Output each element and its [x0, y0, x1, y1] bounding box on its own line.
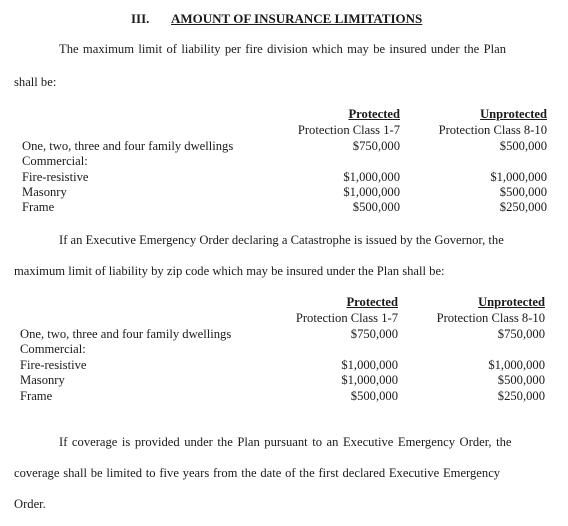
table1-row-label: Frame	[22, 200, 55, 214]
section-number: III.	[131, 11, 150, 26]
table2-row-label: Frame	[20, 389, 53, 403]
table1-unprotected-subheading: Protection Class 8-10	[438, 123, 547, 137]
table1-protected-value: $750,000	[352, 139, 400, 153]
table1-row-label: Masonry	[22, 185, 67, 199]
table1-unprotected-value: $1,000,000	[490, 170, 547, 184]
section-heading	[131, 12, 422, 27]
intro-line-1: The maximum limit of liability per fire division which may be insured under the Plan	[59, 42, 506, 56]
table2-protected-subheading: Protection Class 1-7	[295, 311, 398, 325]
table2-unprotected-value: $250,000	[497, 389, 545, 403]
table1-row-label: One, two, three and four family dwellings	[22, 139, 234, 153]
table2-unprotected-subheading: Protection Class 8-10	[436, 311, 545, 325]
table1-protected-value: $1,000,000	[343, 185, 400, 199]
table2-protected-value: $1,000,000	[341, 373, 398, 387]
coverage-line-1: If coverage is provided under the Plan pursuant to an Executive Emergency Order, the	[59, 435, 512, 449]
table2-protected-value: $750,000	[350, 327, 398, 341]
table2-protected-heading: Protected	[346, 295, 398, 309]
emergency-line-1: If an Executive Emergency Order declaring a Catastrophe is issued by the Governor, the	[59, 233, 504, 247]
section-title: AMOUNT OF INSURANCE LIMITATIONS	[171, 11, 423, 26]
table1-unprotected-value: $500,000	[499, 139, 547, 153]
table2-unprotected-value: $500,000	[497, 373, 545, 387]
table2-unprotected-heading: Unprotected	[478, 295, 545, 309]
table1-protected-value: $500,000	[352, 200, 400, 214]
table2-unprotected-value: $1,000,000	[488, 358, 545, 372]
table1-row-label: Commercial:	[22, 154, 88, 168]
coverage-line-2: coverage shall be limited to five years from the date of the first declared Executive Emergency	[14, 466, 501, 480]
table1-protected-value: $1,000,000	[343, 170, 400, 184]
table1-row-label: Fire-resistive	[22, 170, 89, 184]
table2-protected-value: $1,000,000	[341, 358, 398, 372]
table2-row-label: Masonry	[20, 373, 65, 387]
table2-protected-value: $500,000	[350, 389, 398, 403]
table2-unprotected-value: $750,000	[497, 327, 545, 341]
table1-unprotected-value: $250,000	[499, 200, 547, 214]
intro-line-2: shall be:	[14, 75, 57, 89]
table1-protected-subheading: Protection Class 1-7	[297, 123, 400, 137]
table2-row-label: One, two, three and four family dwellings	[20, 327, 232, 341]
table1-protected-heading: Protected	[348, 107, 400, 121]
table2-row-label: Commercial:	[20, 342, 86, 356]
table1-unprotected-value: $500,000	[499, 185, 547, 199]
table2-row-label: Fire-resistive	[20, 358, 87, 372]
emergency-line-2: maximum limit of liability by zip code which may be insured under the Plan shall be:	[14, 264, 445, 278]
coverage-line-3: Order.	[14, 497, 46, 511]
table1-unprotected-heading: Unprotected	[480, 107, 547, 121]
